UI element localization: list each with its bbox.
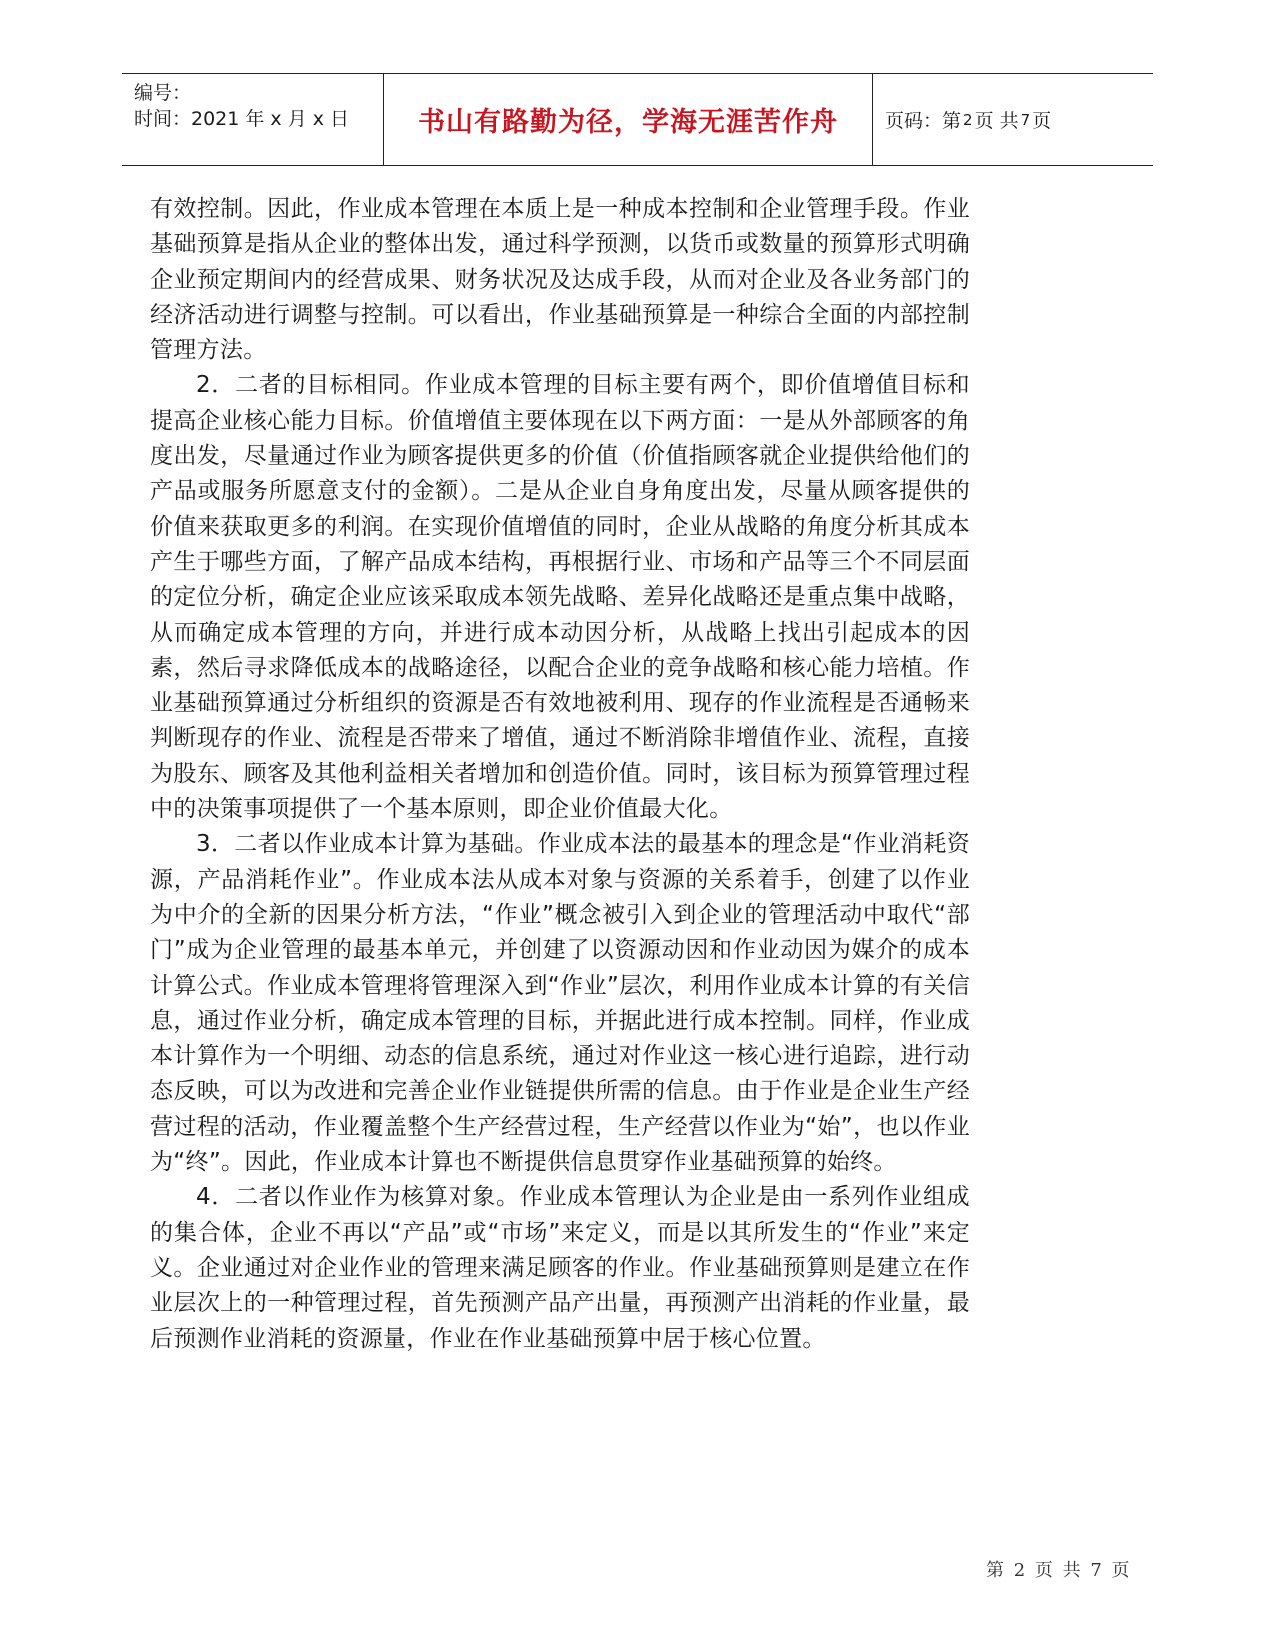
page-footer: 第 2 页 共 7 页 (986, 1560, 1132, 1581)
paragraph-point-3: 3．二者以作业成本计算为基础。作业成本法的最基本的理念是“作业消耗资源，产品消耗作业”。作业成本法从成本对象与资源的关系着手，创建了以作业为中介的全新的因果分析方法，“作业”概念被引入到企业的管理活动中取代“部门”成为企业管理的最基本单元，并创建了以资源动因和作业动因为媒介的成本计算公式。作业成本管理将管理深入到“作业”层次，利用作业成本计算的有关信息，通过作业分析，确定成本管理的目标，并据此进行成本控制。同样，作业成本计算作为一个明细、动态的信息系统，通过对作业这一核心进行追踪，进行动态反映，可以为改进和完善企业作业链提供所需的信息。由于作业是企业生产经营过程的活动，作业覆盖整个生产经营过程，生产经营以作业为“始”，也以作业为“终”。因此，作业成本计算也不断提供信息贯穿作业基础预算的始终。 (150, 831, 970, 1176)
page-suffix: 页 (1032, 110, 1052, 132)
page-mid: 页 共 (974, 110, 1019, 132)
paragraph-point-2: 2．二者的目标相同。作业成本管理的目标主要有两个，即价值增值目标和提高企业核心能力目标。价值增值主要体现在以下两方面：一是从外部顾客的角度出发，尽量通过作业为顾客提供更多的价值（价值指顾客就企业提供给他们的产品或服务所愿意支付的金额）。二是从企业自身角度出发，尽量从顾客提供的价值来获取更多的利润。在实现价值增值的同时，企业从战略的角度分析其成本产生于哪些方面，了解产品成本结构，再根据行业、市场和产品等三个不同层面的定位分析，确定企业应该采取成本领先战略、差异化战略还是重点集中战略，从而确定成本管理的方向，并进行成本动因分析，从战略上找出引起成本的因素，然后寻求降低成本的战略途径，以配合企业的竞争战略和核心能力培植。作业基础预算通过分析组织的资源是否有效地被利用、现存的作业流程是否通畅来判断现存的作业、流程是否带来了增值，通过不断消除非增值作业、流程，直接为股东、顾客及其他利益相关者增加和创造价值。同时，该目标为预算管理过程中的决策事项提供了一个基本原则，即企业价值最大化。 (150, 372, 970, 823)
page-header (122, 73, 1153, 166)
header-motto: 书山有路勤为径，学海无涯苦作舟 (384, 74, 873, 165)
document-body (150, 192, 970, 1357)
document-number-label: 编号： (134, 82, 192, 104)
paragraph-continuation: 有效控制。因此，作业成本管理在本质上是一种成本控制和企业管理手段。作业基础预算是指从企业的整体出发，通过科学预测，以货币或数量的预算形式明确企业预定期间内的经营成果、财务状况及达成手段，从而对企业及各业务部门的经济活动进行调整与控制。可以看出，作业基础预算是一种综合全面的内部控制管理方法。 (150, 196, 970, 364)
document-time: 时间：2021 年 x 月 x 日 (134, 108, 350, 130)
paragraph-point-4: 4．二者以作业作为核算对象。作业成本管理认为企业是由一系列作业组成的集合体，企业不再以“产品”或“市场”来定义，而是以其所发生的“作业”来定义。企业通过对企业作业的管理来满足顾客的作业。作业基础预算则是建立在作业层次上的一种管理过程，首先预测产品产出量，再预测产出消耗的作业量，最后预测作业消耗的资源量，作业在作业基础预算中居于核心位置。 (150, 1184, 970, 1352)
page-prefix: 页码：第 (885, 110, 962, 132)
header-page-indicator (873, 74, 1153, 165)
header-meta (122, 74, 384, 165)
page-total: 7 (1020, 110, 1031, 129)
page-current: 2 (963, 110, 973, 129)
